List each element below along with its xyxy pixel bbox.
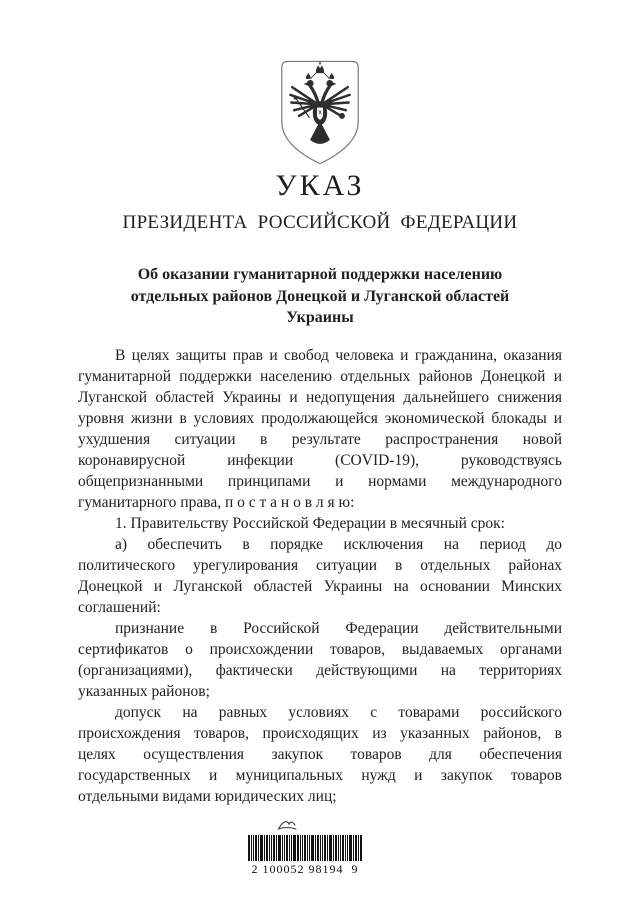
- text-line: указанных районов;: [78, 683, 210, 700]
- text-line: признание в Российской Федерации действительными: [115, 620, 562, 637]
- paragraph-item-1a: [78, 534, 562, 618]
- text-line: целях осуществления закупок товаров для обеспечения: [78, 746, 562, 763]
- text-line: сертификатов о происхождении товаров, выдаваемых органами: [78, 641, 562, 658]
- russian-coat-of-arms-icon: [277, 57, 363, 170]
- decree-body-text: [78, 345, 562, 807]
- text-line: происхождения товаров, происходящих из указанных районов, в: [78, 725, 562, 742]
- subject-line: Об оказании гуманитарной поддержки населению: [137, 266, 503, 283]
- text-line: отдельными видами юридических лиц;: [78, 788, 337, 805]
- text-line: 1. Правительству Российской Федерации в месячный срок:: [115, 515, 505, 532]
- paragraph-certificates: [78, 618, 562, 702]
- text-line: допуск на равных условиях с товарами российского: [115, 704, 562, 721]
- decree-subject-heading: [0, 264, 640, 329]
- text-line: уровня жизни в условиях продолжающейся экономической блокады и: [78, 410, 562, 427]
- paragraph-preamble: [78, 345, 562, 513]
- print-control-mark-icon: [276, 818, 302, 833]
- issuing-authority-title: ПРЕЗИДЕНТА РОССИЙСКОЙ ФЕДЕРАЦИИ: [122, 212, 518, 233]
- paragraph-item-1: [78, 513, 562, 534]
- text-line: (организациями), фактически действующими на территориях: [78, 662, 562, 679]
- subject-line: Украины: [286, 309, 354, 326]
- coat-of-arms-emblem: [277, 57, 363, 170]
- text-line: коронавирусной инфекции (COVID-19), руководствуясь: [78, 452, 562, 469]
- text-line: государственных и муниципальных нужд и закупок товаров: [78, 767, 562, 784]
- text-line: Донецкой и Луганской областей Украины на основании Минских: [78, 578, 562, 595]
- paragraph-goods-access: [78, 702, 562, 807]
- barcode-digits: 2 100052 98194 9: [251, 862, 359, 876]
- text-line: В целях защиты прав и свобод человека и гражданина, оказания: [115, 347, 562, 364]
- text-line: а) обеспечить в порядке исключения на период до: [115, 536, 562, 553]
- text-line: Луганской областей Украины и недопущения дальнейшего снижения: [78, 389, 562, 406]
- barcode-icon: [248, 835, 362, 861]
- text-line: гуманитарного права, п о с т а н о в л я ю:: [78, 494, 355, 511]
- text-line: гуманитарной поддержки населению отдельных районов Донецкой и: [78, 368, 562, 385]
- text-line: политического урегулирования ситуации в отдельных районах: [78, 557, 562, 574]
- text-line: соглашений:: [78, 599, 161, 616]
- document-type-title: УКАЗ: [275, 169, 365, 202]
- subject-line: отдельных районов Донецкой и Луганской областей: [130, 287, 510, 305]
- text-line: ухудшения ситуации в результате распространения новой: [78, 431, 562, 448]
- barcode-block: [248, 818, 362, 878]
- text-line: общепризнанными принципами и нормами международного: [78, 473, 562, 490]
